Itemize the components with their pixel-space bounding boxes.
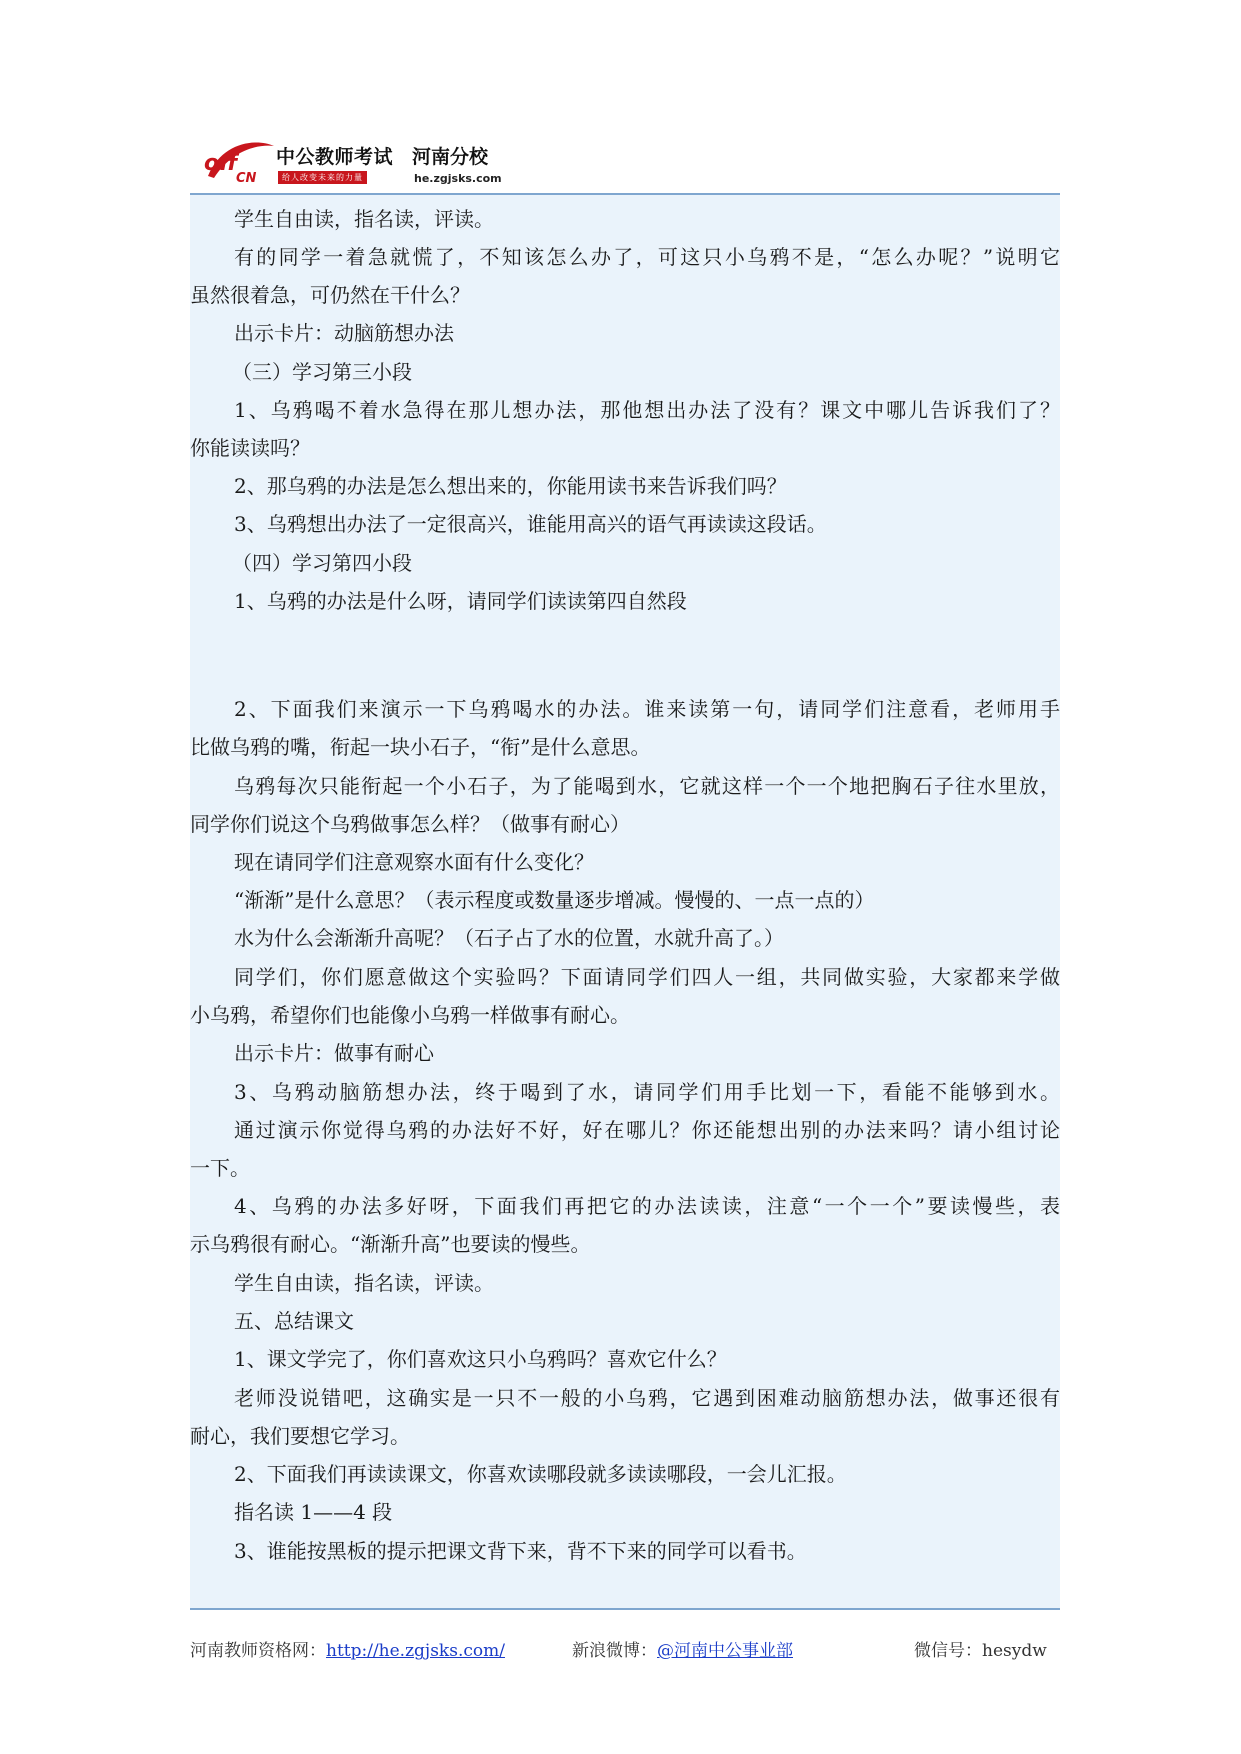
- paragraph-line: 1、课文学完了，你们喜欢这只小乌鸦吗？喜欢它什么？: [234, 1347, 727, 1371]
- footer-wechat-label: 微信号：: [914, 1641, 982, 1661]
- brand-slogan: 给人改变未来的力量: [278, 171, 367, 184]
- paragraph-line: 4、乌鸦的办法多好呀，下面我们再把它的办法读读，注意“一个一个”要读慢些，表: [234, 1194, 1060, 1218]
- paragraph-line: 老师没说错吧，这确实是一只不一般的小乌鸦，它遇到困难动脑筋想办法，做事还很有: [234, 1386, 1060, 1410]
- paragraph-line: 虽然很着急，可仍然在干什么？: [190, 283, 470, 307]
- paragraph-line: 指名读 1——4 段: [234, 1500, 393, 1524]
- footer-weibo-link[interactable]: @河南中公事业部: [657, 1641, 793, 1661]
- paragraph-line: 2、下面我们再读读课文，你喜欢读哪段就多读读哪段，一会儿汇报。: [234, 1462, 847, 1486]
- paragraph-line: 耐心，我们要想它学习。: [190, 1424, 410, 1448]
- paragraph-line: 乌鸦每次只能衔起一个小石子，为了能喝到水，它就这样一个一个地把胸石子往水里放，: [234, 774, 1060, 798]
- footer-weibo: [572, 1636, 793, 1661]
- footer-wechat: [914, 1636, 1047, 1661]
- paragraph-line: 学生自由读，指名读，评读。: [234, 1271, 494, 1295]
- paragraph-line: “渐渐”是什么意思？（表示程度或数量逐步增减。慢慢的、一点一点的）: [234, 888, 875, 912]
- paragraph-line: 小乌鸦，希望你们也能像小乌鸦一样做事有耐心。: [190, 1003, 630, 1027]
- paragraph-line: 你能读读吗？: [190, 436, 310, 460]
- branch-name: 河南分校: [412, 146, 489, 168]
- paragraph-line: 1、乌鸦喝不着水急得在那儿想办法，那他想出办法了没有？课文中哪儿告诉我们了？: [234, 398, 1060, 422]
- document-footer: [190, 1636, 1060, 1666]
- svg-text:CN: CN: [236, 171, 257, 184]
- section-heading: （三）学习第三小段: [232, 360, 412, 384]
- paragraph-line: 通过演示你觉得乌鸦的办法好不好，好在哪儿？你还能想出别的办法来吗？请小组讨论: [234, 1118, 1060, 1142]
- paragraph-line: 3、乌鸦想出办法了一定很高兴，谁能用高兴的语气再读读这段话。: [234, 512, 827, 536]
- paragraph-line: 学生自由读，指名读，评读。: [234, 207, 494, 231]
- paragraph-line: 1、乌鸦的办法是什么呀，请同学们读读第四自然段: [234, 589, 687, 613]
- section-heading: （四）学习第四小段: [232, 551, 412, 575]
- branch-url: he.zgjsks.com: [414, 172, 502, 185]
- paragraph-line: 2、下面我们来演示一下乌鸦喝水的办法。谁来读第一句，请同学们注意看，老师用手: [234, 697, 1060, 721]
- paragraph-line: 有的同学一着急就慌了，不知该怎么办了，可这只小乌鸦不是，“怎么办呢？”说明它: [234, 245, 1060, 269]
- svg-text:off: off: [204, 151, 238, 176]
- paragraph-line: 3、谁能按黑板的提示把课文背下来，背不下来的同学可以看书。: [234, 1539, 807, 1563]
- paragraph-line: 水为什么会渐渐升高呢？（石子占了水的位置，水就升高了。）: [234, 926, 784, 950]
- paragraph-line: 出示卡片：做事有耐心: [234, 1041, 434, 1065]
- footer-wechat-id: hesydw: [982, 1641, 1047, 1661]
- paragraph-line: 比做乌鸦的嘴，衔起一块小石子，“衔”是什么意思。: [190, 735, 651, 759]
- paragraph-line: 同学你们说这个乌鸦做事怎么样？（做事有耐心）: [190, 812, 630, 836]
- paragraph-line: 一下。: [190, 1156, 250, 1180]
- paragraph-line: 2、那乌鸦的办法是怎么想出来的，你能用读书来告诉我们吗？: [234, 474, 787, 498]
- footer-weibo-label: 新浪微博：: [572, 1641, 657, 1661]
- footer-site: [190, 1636, 505, 1661]
- paragraph-line: 3、乌鸦动脑筋想办法，终于喝到了水，请同学们用手比划一下，看能不能够到水。: [234, 1080, 1060, 1104]
- paragraph-line: 同学们，你们愿意做这个实验吗？下面请同学们四人一组，共同做实验，大家都来学做: [234, 965, 1060, 989]
- brand-title: 中公教师考试: [276, 146, 394, 168]
- paragraph-line: 示乌鸦很有耐心。“渐渐升高”也要读的慢些。: [190, 1232, 591, 1256]
- paragraph-line: 现在请同学们注意观察水面有什么变化？: [234, 850, 594, 874]
- paragraph-line: 出示卡片：动脑筋想办法: [234, 321, 454, 345]
- offcn-logo-icon: [202, 136, 278, 184]
- document-header: [190, 132, 1060, 194]
- section-heading: 五、总结课文: [234, 1309, 354, 1333]
- footer-site-label: 河南教师资格网：: [190, 1641, 326, 1661]
- footer-site-link[interactable]: http://he.zgjsks.com/: [326, 1641, 505, 1661]
